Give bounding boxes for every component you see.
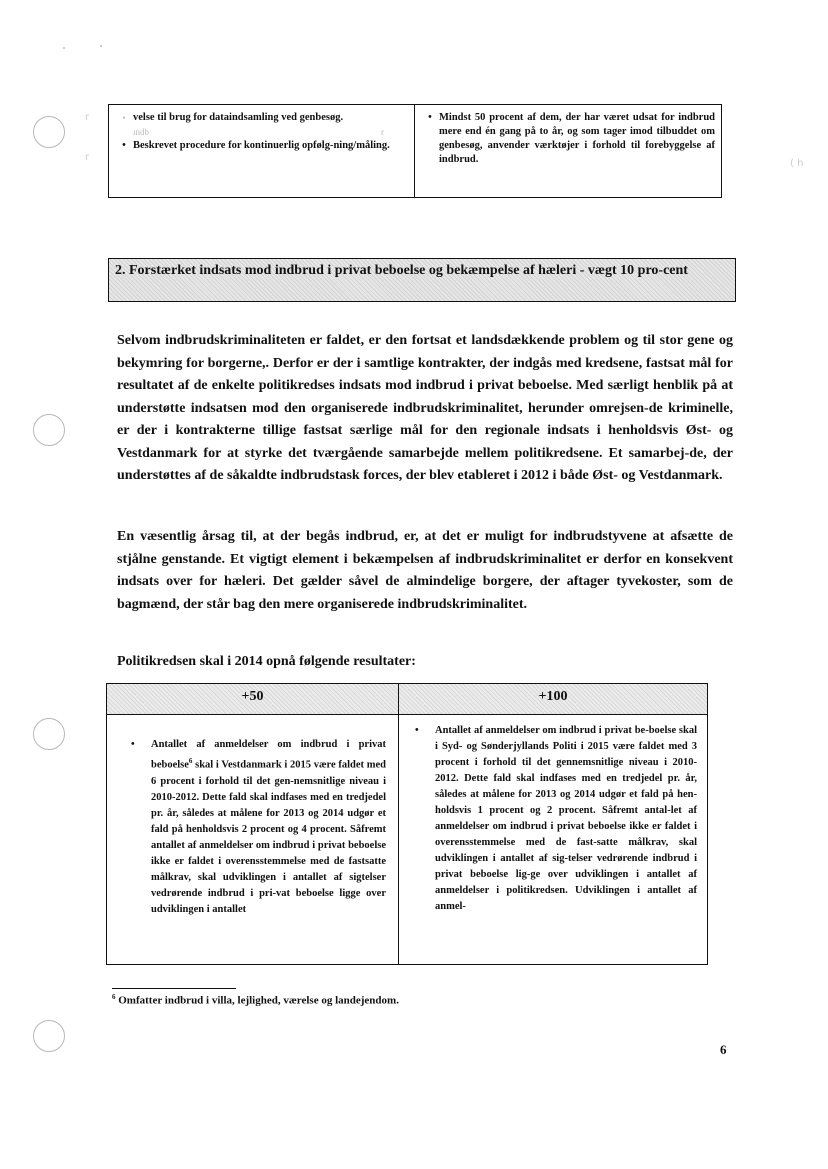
results-header-plus100: +100 <box>399 684 707 715</box>
bullet-icon: • <box>131 739 135 750</box>
list-item <box>115 111 408 125</box>
list-item-text: Beskrevet procedure for kontinuerlig opfølg-ning/måling. <box>133 140 390 151</box>
ghost-mark: r <box>85 152 90 163</box>
ghost-mark: ( h <box>790 158 804 169</box>
results-text-plus50: Antallet af anmeldelser om indbrud i privat beboelse$^6$ skal i Vestdanmark i 2015 være faldet med 6 procent i forhold til det gen-nemsnitlige niveau i 2010-2012. Dette fald skal indfases med en tredjedel pr. år, således at målene for 2013 og 2014 udgør et fald på henholdsvis 2 procent og 4 procent. Såfremt antallet af anmeldelser om indbrud i privat beboelse ikke er faldet i overensstemmelse med de fastsatte målkrav, skal udviklingen i antallet af sigtelser vedrørende indbrud i pri-vat beboelse ligge over udviklingen i antallet <box>151 739 386 915</box>
ghost-mark: r <box>85 112 90 123</box>
results-column-plus100 <box>399 684 707 964</box>
footnote-rule <box>112 988 236 989</box>
body-paragraph-1: Selvom indbrudskriminaliteten er faldet, er den fortsat et landsdækkende problem og til stor gene og bekymring for borgerne,. Derfor er der i samtlige kontrakter, der indgås med kredsene, fastsat mål for resultatet af de enkelte politikredses indsats mod indbrud i privat beboelse. Med særligt henblik på at understøtte indsatsen mod den organiserede indbrudskriminalitet, herunder omrejsen-de kriminelle, er der i kontrakterne tillige fastsat særlige mål for den regionale indsats i henholdsvis Øst- og Vestdanmark for at styrke det tværgående samarbejde mellem politikredsene. Et samarbej-de, der understøttes af de såkaldte indbrudstask forces, der blev etableret i 2012 i både Øst- og Vestdanmark. <box>117 333 733 483</box>
footnote-text: Omfatter indbrud i villa, lejlighed, værelse og landejendom. <box>115 994 399 1007</box>
ghost-mark: r <box>381 127 385 137</box>
results-cell-plus50 <box>107 715 398 964</box>
footnote-ref: 6 <box>188 757 193 765</box>
results-column-plus50 <box>107 684 399 964</box>
scan-speck <box>63 47 65 49</box>
punch-hole-2 <box>33 414 65 446</box>
punch-hole-3 <box>33 718 65 750</box>
bullet-icon: • <box>122 113 126 123</box>
list-item-text: velse til brug for dataindsamling ved genbesøg. <box>133 112 344 123</box>
punch-hole-1 <box>33 116 65 148</box>
results-table <box>106 683 708 965</box>
bullet-icon: • <box>428 112 432 123</box>
body-paragraph-2: En væsentlig årsag til, at der begås indbrud, er, at det er muligt for indbrudstyvene at afsætte de stjålne genstande. Et vigtigt element i bekæmpelsen af indbrudskriminalitet er derfor en konsekvent indsats over for hæleri. Det gælder såvel de almindelige borgere, der aftager tyvekoster, som de bagmænd, der står bag den mere organiserede indbrudskriminalitet. <box>117 529 733 612</box>
continuation-right-column <box>415 105 721 197</box>
list-item <box>421 111 715 167</box>
footnote <box>112 993 399 1007</box>
results-cell-plus100 <box>399 715 707 964</box>
continuation-left-column <box>109 105 415 197</box>
bullet-icon: • <box>122 140 126 151</box>
results-text-plus100: Antallet af anmeldelser om indbrud i privat be-boelse skal i Syd- og Sønderjyllands Politi i 2015 være faldet med 3 procent i forhold til det gennemsnitlige niveau i 2010-2012. Dette fald skal indfases med en tredjedel pr. år, således at målene for 2013 og 2014 udgør et fald på hen-holdsvis 1 procent og 2 procent. Såfremt antal-let af anmeldelser om indbrud i privat beboelse ikke er faldet i overensstemmelse med de fast-satte målkrav, skal udviklingen i antallet af sig-telser vedrørende indbrud i privat beboelse lig-ge over udviklingen i antallet af anmeldelser i politikredsen. Udviklingen i antallet af anmel- <box>435 725 697 912</box>
results-header-plus50: +50 <box>107 684 398 715</box>
list-item-text: Mindst 50 procent af dem, der har været udsat for indbrud mere end én gang på to år, og som tager imod tilbuddet om genbesøg, anvender værktøjer i forhold til forebyggelse af indbrud. <box>439 112 715 165</box>
page-number: 6 <box>720 1042 727 1057</box>
bullet-icon: • <box>415 725 419 736</box>
footnote-marker: 6 <box>112 993 116 1001</box>
continuation-table <box>108 104 722 198</box>
section-heading: 2. Forstærket indsats mod indbrud i privat beboelse og bekæmpelse af hæleri - vægt 10 pro-cent <box>108 258 736 302</box>
ghost-row <box>115 125 408 139</box>
ghost-mark: ındb <box>133 127 150 137</box>
punch-hole-4 <box>33 1020 65 1052</box>
list-item <box>115 139 408 153</box>
results-intro: Politikredsen skal i 2014 opnå følgende resultater: <box>117 654 416 669</box>
scan-speck <box>100 45 102 47</box>
